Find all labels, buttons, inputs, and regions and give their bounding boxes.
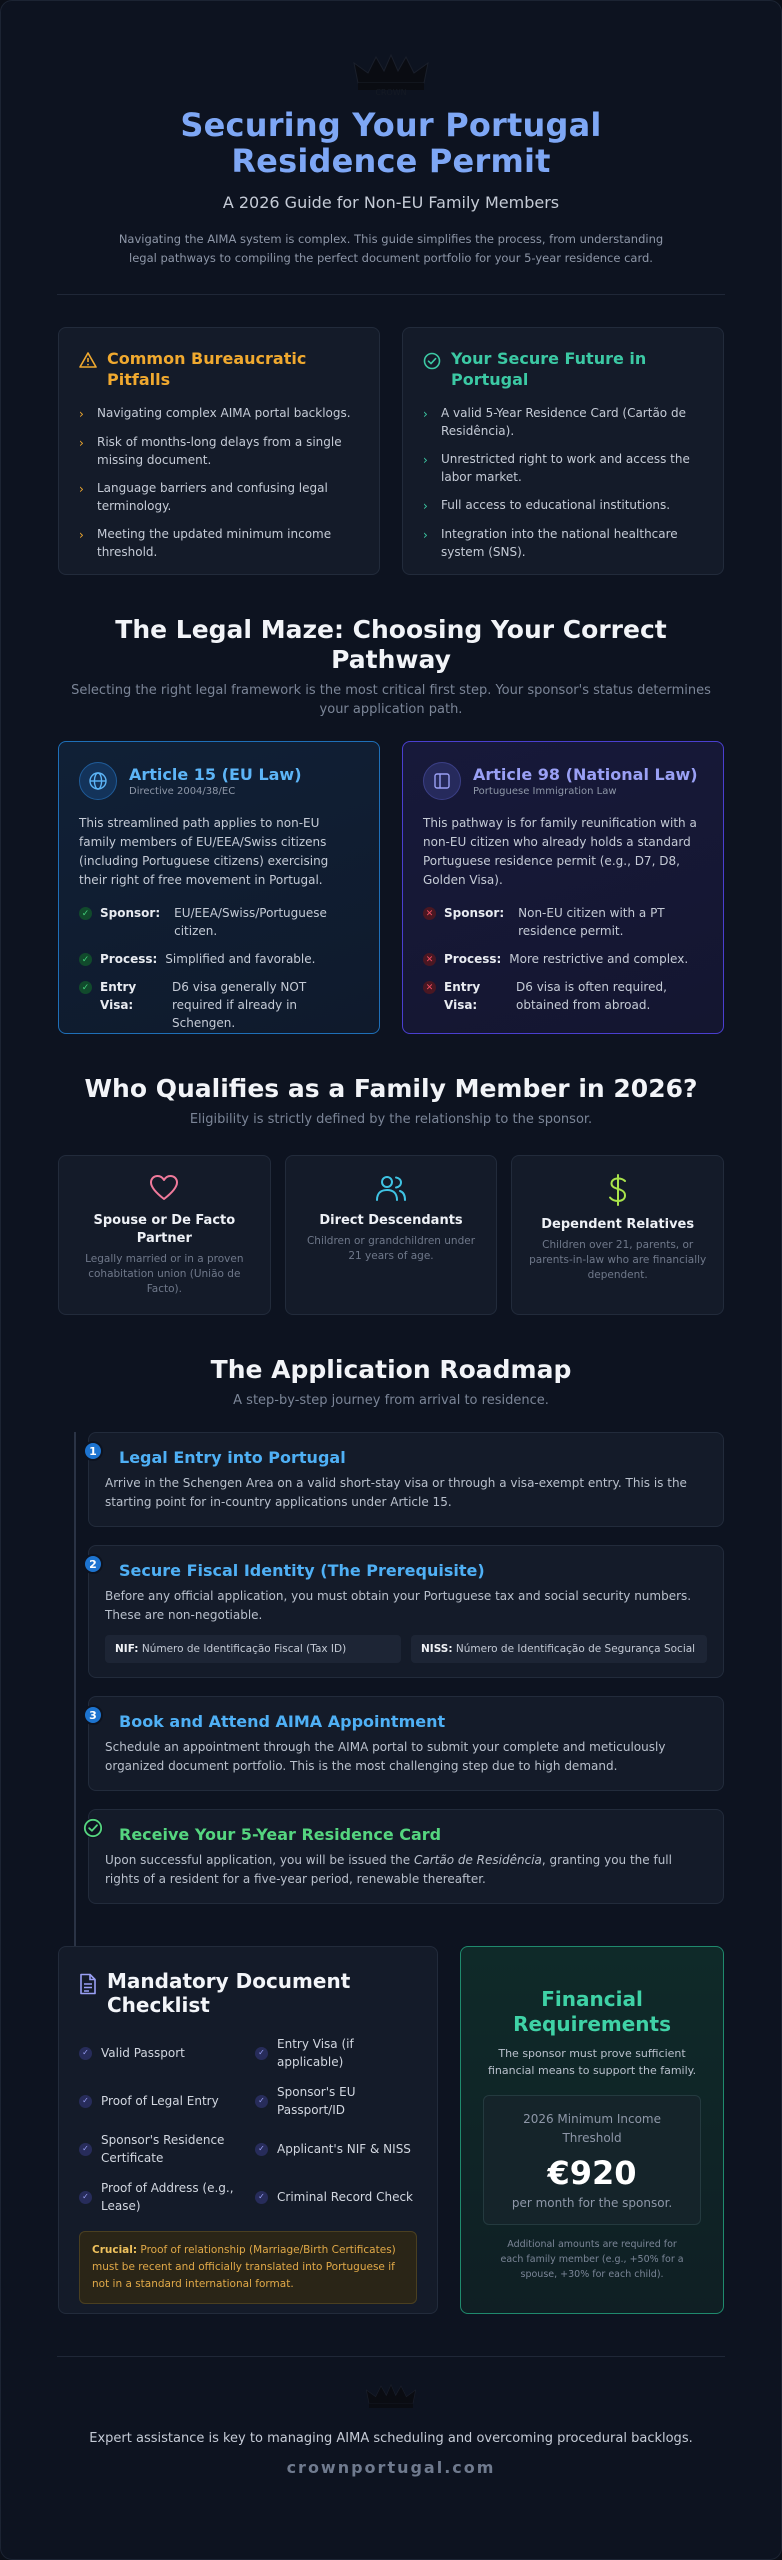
roadmap-section-header [1,1355,781,1410]
section-title: Who Qualifies as a Family Member in 2026? [84,1074,698,1103]
chevron-right-icon: › [423,499,428,513]
checklist-item: ✓ Applicant's NIF & NISS [255,2131,417,2167]
check-icon: ✓ [255,2047,268,2060]
chevron-right-icon: › [79,528,84,542]
criteria-row: ✓ Entry Visa: D6 visa generally NOT required if already in Schengen. [79,978,359,1032]
timeline-line [74,1432,76,1946]
check-circle-icon [423,352,441,374]
check-icon: ✓ [79,2191,92,2204]
future-list [423,404,703,561]
future-card [402,327,724,575]
svg-text:CROWN: CROWN [375,88,407,97]
financial-description: The sponsor must prove sufficient financial means to support the family. [487,2047,697,2077]
step-title: Legal Entry into Portugal [119,1448,346,1467]
checklist-item: ✓ Sponsor's EU Passport/ID [255,2083,417,2119]
check-icon: ✓ [79,953,92,966]
roadmap-step [88,1432,724,1527]
dependents-card: Dependent Relatives Children over 21, parents, or parents-in-law who are financially dependent. [511,1155,724,1315]
intro-cards [1,327,781,575]
roadmap-step [88,1809,724,1904]
chevron-right-icon: › [423,407,428,421]
law-cards [1,741,781,1034]
checklist-item: ✓ Criminal Record Check [255,2179,417,2215]
step-title: Secure Fiscal Identity (The Prerequisite) [119,1561,485,1580]
section-title: The Legal Maze: Choosing Your Correct Pathway [115,615,667,674]
requirements-row [1,1946,781,2314]
dollar-icon [528,1174,707,1206]
list-item: › Risk of months-long delays from a single missing document. [79,435,342,467]
list-item: › Unrestricted right to work and access the labor market. [423,452,690,484]
section-subtitle: A step-by-step journey from arrival to residence. [233,1393,549,1408]
pitfalls-list [79,404,359,561]
criteria-row: ✕ Sponsor: Non-EU citizen with a PT residence permit. [423,904,703,940]
chevron-right-icon: › [79,407,84,421]
criteria-row: ✓ Process: Simplified and favorable. [79,950,359,968]
card-title: Article 98 (National Law) [473,765,698,784]
list-item: › Meeting the updated minimum income threshold. [79,527,332,559]
checklist-item: ✓ Proof of Legal Entry [79,2083,241,2119]
checklist-item: ✓ Entry Visa (if applicable) [255,2035,417,2071]
divider [57,294,725,295]
article-98-card [402,741,724,1034]
threshold-period: per month for the sponsor. [511,2196,673,2210]
chevron-right-icon: › [79,482,84,496]
crown-logo [1,2383,781,2413]
card-title: Article 15 (EU Law) [129,765,302,784]
checklist-title: Mandatory Document Checklist [107,1969,351,2017]
family-section-header [1,1074,781,1129]
footer-text: Expert assistance is key to managing AIMA scheduling and overcoming procedural backlogs. [89,2431,693,2446]
list-item: › Full access to educational institutions. [423,498,671,513]
income-threshold-box [483,2095,701,2225]
threshold-amount: €920 [547,2154,637,2192]
criteria-row: ✓ Sponsor: EU/EEA/Swiss/Portuguese citizen. [79,904,359,940]
step-description: Before any official application, you must obtain your Portuguese tax and social security numbers. These are non-negotiable. [105,1589,692,1622]
card-description: This streamlined path applies to non-EU family members of EU/EEA/Swiss citizens (including Portuguese citizens) exercising their right of free movement in Portugal. [79,816,329,887]
financial-requirements-card [460,1946,724,2314]
checklist-item: ✓ Proof of Address (e.g., Lease) [79,2179,241,2215]
criteria-row: ✕ Process: More restrictive and complex. [423,950,703,968]
warning-icon [79,352,97,372]
article-15-card [58,741,380,1034]
chevron-right-icon: › [423,528,428,542]
roadmap-timeline [1,1432,781,1904]
criteria-row: ✕ Entry Visa: D6 visa is often required, obtained from abroad. [423,978,703,1014]
check-icon: ✓ [79,2047,92,2060]
divider [57,2356,725,2357]
check-circle-icon [83,1818,103,1838]
check-icon: ✓ [79,981,92,994]
checklist-grid [79,2035,417,2215]
x-icon: ✕ [423,907,436,920]
page-subtitle: A 2026 Guide for Non-EU Family Members [222,193,560,212]
nif-chip: NIF: Número de Identificação Fiscal (Tax ID) [105,1635,401,1663]
check-icon: ✓ [79,2095,92,2108]
document-checklist-card [58,1946,438,2314]
roadmap-step [88,1696,724,1791]
section-subtitle: Selecting the right legal framework is the most critical first step. Your sponsor's status determines your application path. [71,683,711,717]
check-icon: ✓ [255,2143,268,2156]
heart-icon [75,1174,254,1202]
financial-footnote: Additional amounts are required for each family member (e.g., +50% for a spouse, +30% for each child). [500,2239,684,2280]
section-subtitle: Eligibility is strictly defined by the relationship to the sponsor. [189,1112,593,1127]
x-icon: ✕ [423,981,436,994]
card-description: This pathway is for family reunification with a non-EU citizen who already holds a standard Portuguese residence permit (e.g., D7, D8, Golden Visa). [423,816,697,887]
spouse-card: Spouse or De Facto Partner Legally married or in a proven cohabitation union (União de Facto). [58,1155,271,1315]
legal-section-header [1,615,781,719]
step-title: Book and Attend AIMA Appointment [119,1712,446,1731]
list-item: › Navigating complex AIMA portal backlogs. [79,406,351,421]
descendants-card: Direct Descendants Children or grandchildren under 21 years of age. [285,1155,498,1315]
checklist-item: ✓ Sponsor's Residence Certificate [79,2131,241,2167]
footer [1,2356,781,2477]
list-item: › A valid 5-Year Residence Card (Cartão de Residência). [423,406,686,438]
page-description: Navigating the AIMA system is complex. This guide simplifies the process, from understanding legal pathways to compiling the perfect document portfolio for your 5-year residence card. [118,232,664,265]
check-icon: ✓ [255,2095,268,2108]
step-number: 2 [83,1554,103,1574]
niss-chip: NISS: Número de Identificação de Segurança Social [411,1635,707,1663]
future-title: Your Secure Future in Portugal [451,349,647,389]
globe-icon [79,762,117,800]
check-icon: ✓ [79,2143,92,2156]
pitfalls-title: Common Bureaucratic Pitfalls [107,349,307,389]
chevron-right-icon: › [423,453,428,467]
step-description: Arrive in the Schengen Area on a valid short-stay visa or through a visa-exempt entry. This is the starting point for in-country applications under Article 15. [105,1476,687,1509]
step-title: Receive Your 5-Year Residence Card [119,1825,442,1844]
step-number: 3 [83,1705,103,1725]
step-description: Schedule an appointment through the AIMA portal to submit your complete and meticulously organized document portfolio. This is the most challenging step due to high demand. [105,1740,666,1773]
financial-title: Financial Requirements [513,1987,671,2036]
hero [1,1,781,295]
list-item: › Integration into the national healthcare system (SNS). [423,527,678,559]
book-icon [423,762,461,800]
threshold-label: 2026 Minimum Income Threshold [523,2112,661,2145]
step-number: 1 [83,1441,103,1461]
section-title: The Application Roadmap [210,1355,572,1384]
card-tag: Directive 2004/38/EC [129,786,236,797]
checklist-item: ✓ Valid Passport [79,2035,241,2071]
users-icon [302,1174,481,1202]
roadmap-step [88,1545,724,1678]
check-icon: ✓ [255,2191,268,2204]
pitfalls-card [58,327,380,575]
footer-link[interactable]: crownportugal.com [286,2458,496,2477]
list-item: › Language barriers and confusing legal terminology. [79,481,328,513]
family-cards [1,1155,781,1315]
document-icon [79,1973,97,1999]
step-description: Upon successful application, you will be issued the Cartão de Residência, granting you the full rights of a resident for a five-year period, renewable thereafter. [105,1853,672,1886]
crucial-note: Crucial: Proof of relationship (Marriage/Birth Certificates) must be recent and officially translated into Portuguese if not in a standard international format. [79,2231,417,2304]
chevron-right-icon: › [79,436,84,450]
check-icon: ✓ [79,907,92,920]
card-tag: Portuguese Immigration Law [473,786,617,797]
x-icon: ✕ [423,953,436,966]
page-title: Securing Your Portugal Residence Permit [180,106,602,180]
crown-logo [1,53,781,97]
